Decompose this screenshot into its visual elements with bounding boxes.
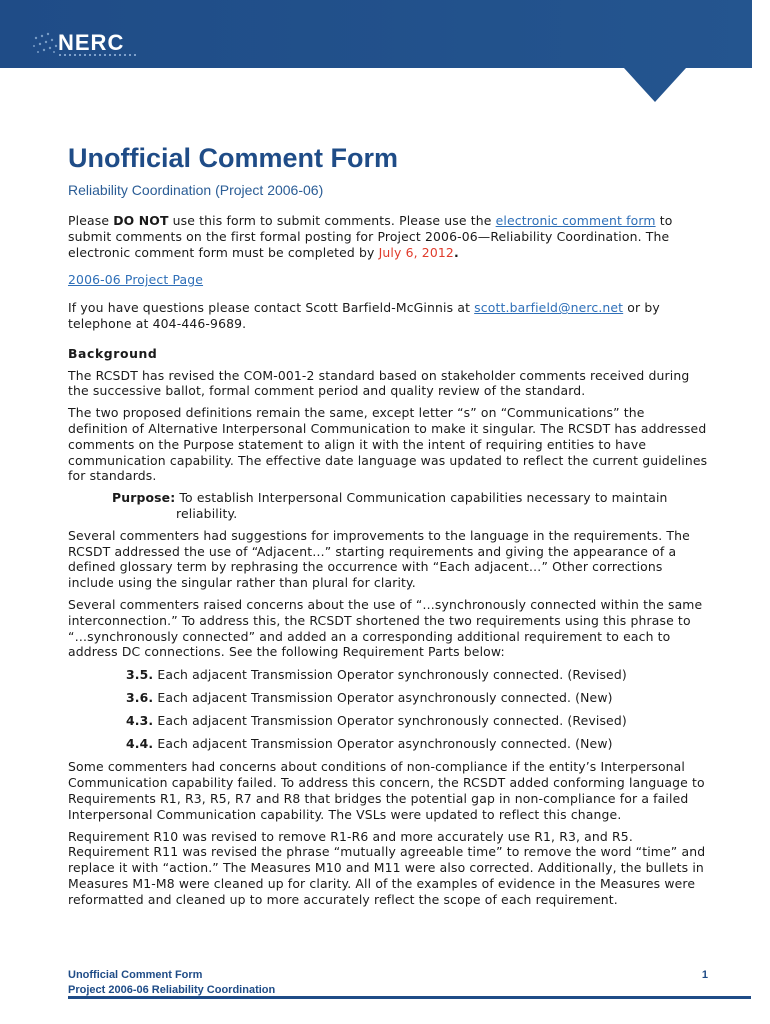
do-not-emphasis: DO NOT bbox=[113, 213, 169, 228]
paragraph-2: The two proposed definitions remain the same, except letter “s” on “Communications” the definition of Alternative Interpersonal Communication to make it singular. The RCSDT has addressed comments on the Purpose statement to align it with the intent of requiring entities to have communication capability. The effective date language was updated to reflect the current guidelines for standards. bbox=[68, 405, 708, 484]
electronic-comment-form-link[interactable]: electronic comment form bbox=[495, 213, 656, 228]
page-number: 1 bbox=[701, 969, 708, 981]
intro-paragraph: Please DO NOT use this form to submit comments. Please use the electronic comment form to submit comments on the first formal posting for Project 2006-06—Reliability Coordination. The electronic comment form must be completed by July 6, 2012. bbox=[68, 213, 673, 260]
page-subtitle: Reliability Coordination (Project 2006-06) bbox=[68, 182, 324, 198]
paragraph-3: Several commenters had suggestions for improvements to the language in the requirements. The RCSDT addressed the use of “Adjacent…” starting requirements and giving the appearance of a defined glossary term by rephrasing the occurrence with “Each adjacent…” Other corrections include using the singular rather than plural for clarity. bbox=[68, 527, 690, 591]
requirement-item: 4.3. Each adjacent Transmission Operator synchronously connected. (Revised) bbox=[126, 712, 627, 728]
contact-email-link[interactable]: scott.barfield@nerc.net bbox=[474, 300, 624, 316]
deadline-date: July 6, 2012 bbox=[378, 244, 454, 260]
paragraph-6: Requirement R10 was revised to remove R1-R6 and more accurately use R1, R3, and R5. Requirement R11 was revised the phrase “mutually agreeable time” to remove the word “time” and replace it with “action.” The Measures M10 and M11 were also corrected. Additionally, the bullets in Measures M1-M8 were cleaned up for clarity. All of the examples of evidence in the Measures were reformatted and cleaned up to more accurately reflect the scope of each requirement. bbox=[68, 828, 706, 907]
footer-title: Unofficial Comment Form bbox=[68, 969, 203, 981]
requirement-item: 3.6. Each adjacent Transmission Operator asynchronously connected. (New) bbox=[126, 689, 613, 705]
paragraph-1: The RCSDT has revised the COM-001-2 standard based on stakeholder comments received during the successive ballot, formal comment period and quality review of the standard. bbox=[68, 367, 690, 399]
background-heading: Background bbox=[68, 345, 158, 361]
purpose-label: Purpose: bbox=[112, 490, 176, 506]
contact-paragraph: If you have questions please contact Scott Barfield-McGinnis at scott.barfield@nerc.net or by telephone at 404-446-9689. bbox=[68, 300, 660, 331]
paragraph-4: Several commenters raised concerns about the use of “…synchronously connected within the same interconnection.” To address this, the RCSDT shortened the two requirements using this phrase to “…synchronously connected” and added an a corresponding additional requirement to each to address DC connections. See the following Requirement Parts below: bbox=[68, 596, 703, 660]
requirement-item: 3.5. Each adjacent Transmission Operator synchronously connected. (Revised) bbox=[126, 667, 627, 683]
footer-project: Project 2006-06 Reliability Coordination bbox=[68, 984, 276, 996]
footer-divider bbox=[68, 996, 751, 999]
page-title: Unofficial Comment Form bbox=[68, 143, 399, 173]
document-body bbox=[68, 141, 708, 907]
paragraph-5: Some commenters had concerns about conditions of non-compliance if the entity’s Interpersonal Communication capability failed. To address this concern, the RCSDT added conforming language to Requirements R1, R3, R5, R7 and R8 that bridges the potential gap in non-compliance for a failed Interpersonal Communication capability. The VSLs were updated to reflect this change. bbox=[68, 759, 705, 822]
project-page-link[interactable]: 2006-06 Project Page bbox=[68, 272, 204, 288]
purpose-statement: Purpose: To establish Interpersonal Communication capabilities necessary to maintain reliability. bbox=[112, 490, 668, 521]
page-footer bbox=[68, 968, 708, 998]
nerc-logo[interactable]: NERC bbox=[58, 30, 125, 55]
requirement-item: 4.4. Each adjacent Transmission Operator asynchronously connected. (New) bbox=[126, 735, 613, 751]
